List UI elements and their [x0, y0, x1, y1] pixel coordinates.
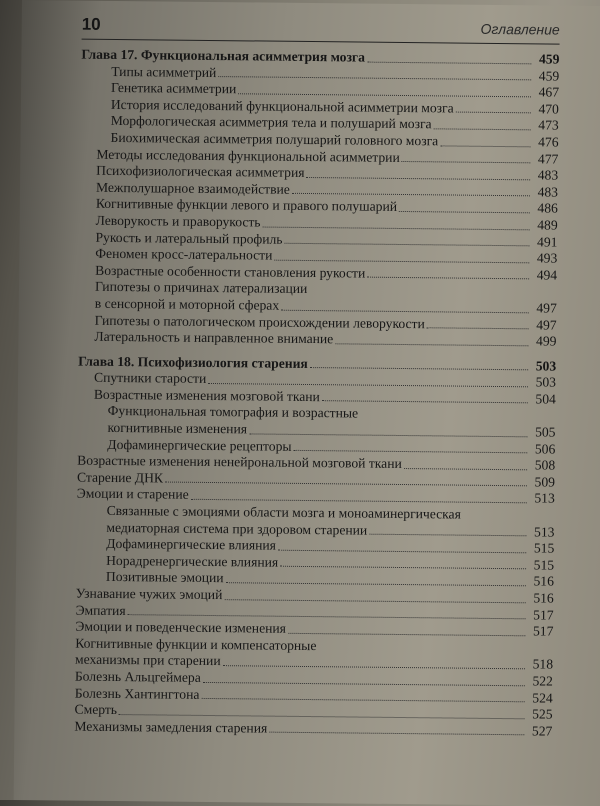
dot-leader — [249, 433, 527, 437]
toc-entry-page: 504 — [535, 391, 556, 407]
dot-leader — [399, 211, 530, 213]
dot-leader — [281, 309, 529, 313]
toc-entry-title: Морфологическая асимметрия тела и полушарий мозга — [110, 113, 432, 132]
toc-entry-page: 494 — [536, 267, 558, 283]
running-title: Оглавление — [480, 20, 560, 38]
toc-entry-page: 516 — [533, 573, 555, 590]
toc-entry-page: 483 — [537, 167, 559, 183]
dot-leader — [238, 93, 531, 97]
dot-leader — [274, 259, 529, 263]
toc-entry-page: 459 — [538, 68, 560, 84]
toc-entry-page: 486 — [537, 200, 558, 216]
dot-leader — [367, 61, 531, 64]
chapter-title: Глава 18. Психофизиология старения — [78, 353, 308, 371]
toc-entry-title: Норадренергические влияния — [106, 552, 279, 570]
chapter-page: 503 — [535, 358, 557, 374]
toc-entry-title: Психофизиологическая асимметрия — [96, 162, 305, 181]
dot-leader — [285, 243, 530, 247]
chapter-title: Глава 17. Функциональная асимметрия мозга — [81, 46, 366, 65]
toc-entry-title: Генетика асимметрии — [111, 80, 237, 97]
toc-entry-line: Когнитивные функции и компенсаторные — [75, 635, 317, 653]
toc-entry-page: 505 — [535, 424, 556, 440]
table-of-contents — [74, 47, 559, 740]
toc-entry-title: Биохимическая асимметрия полушарий головного мозга — [110, 129, 439, 149]
toc-entry-title: Эмоции и старение — [76, 486, 189, 503]
toc-entry-title: Гипотезы о патологическом происхождении леворукости — [94, 312, 425, 331]
dot-leader — [434, 128, 531, 130]
dot-leader — [280, 566, 526, 570]
toc-entry-page: 518 — [532, 656, 554, 672]
dot-leader — [402, 161, 531, 163]
page-number: 10 — [81, 14, 101, 34]
toc-entry-page: 497 — [536, 300, 557, 316]
dot-leader — [335, 343, 528, 346]
dot-leader — [369, 534, 526, 537]
toc-entry-page: 477 — [537, 150, 559, 167]
toc-entry-page: 513 — [533, 524, 555, 540]
toc-entry-title: Болезнь Альцгеймера — [74, 668, 201, 685]
toc-entry-page: 513 — [534, 490, 555, 507]
toc-entry-title: Типы асимметрий — [111, 63, 217, 80]
dot-leader — [203, 681, 525, 685]
toc-entry-title: Дофаминергические рецепторы — [107, 436, 292, 454]
dot-leader — [226, 582, 526, 586]
toc-entry-line: Гипотезы о причинах латерализации — [94, 279, 308, 297]
page-header — [82, 15, 560, 45]
dot-leader — [367, 277, 529, 280]
chapter-page: 459 — [538, 51, 560, 67]
toc-entry-page: 489 — [537, 217, 558, 233]
book-page — [14, 0, 600, 806]
toc-entry-title: Когнитивные функции левого и правого полушарий — [95, 196, 398, 215]
toc-entry-page: 503 — [535, 374, 557, 390]
toc-entry-page: 527 — [531, 723, 553, 739]
toc-entry-title: Механизмы замедления старения — [74, 718, 268, 736]
dot-leader — [292, 193, 530, 196]
dot-leader — [201, 698, 524, 702]
toc-entry-title: Старение ДНК — [76, 469, 164, 486]
toc-entry-title: Болезнь Хантингтона — [74, 685, 200, 702]
toc-entry-line: Связанные с эмоциями области мозга и моноаминергическая — [106, 502, 461, 522]
toc-entry-page: 467 — [538, 84, 560, 100]
dot-leader — [427, 327, 529, 329]
toc-entry-title: Латеральность и направленное внимание — [94, 328, 334, 347]
toc-entry-title: Леворукость и праворукость — [95, 212, 261, 230]
toc-entry-page: 506 — [534, 441, 556, 457]
dot-leader — [306, 177, 530, 180]
toc-entry-page: 493 — [536, 250, 558, 266]
toc-entry-title: в сенсорной и моторной сферах — [94, 295, 280, 313]
toc-entry-title: История исследований функциональной асимметрии мозга — [110, 96, 454, 116]
dot-leader — [223, 665, 525, 669]
toc-entry-title: Дофаминергические влияния — [106, 536, 277, 553]
toc-entry-title: механизмы при старении — [75, 651, 221, 669]
toc-entry-page: 522 — [532, 673, 553, 689]
dot-leader — [262, 226, 529, 230]
dot-leader — [128, 614, 526, 619]
toc-entry-title: Межполушарное взаимодействие — [95, 179, 290, 197]
toc-entry-title: Возрастные изменения ненейрональной мозговой ткани — [77, 452, 402, 472]
toc-entry-title: Методы исследования функциональной асимметрии — [96, 146, 400, 165]
dot-leader — [208, 383, 528, 387]
dot-leader — [218, 76, 531, 80]
dot-leader — [456, 112, 531, 114]
dot-leader — [288, 633, 525, 636]
toc-entry-page: 473 — [538, 117, 559, 134]
toc-entry-title: Рукость и латеральный профиль — [95, 229, 283, 247]
toc-entry-page: 517 — [533, 606, 554, 623]
toc-entry-title: Возрастные изменения мозговой ткани — [93, 386, 320, 405]
dot-leader — [224, 599, 525, 603]
toc-entry-title: Спутники старости — [93, 370, 207, 387]
dot-leader — [293, 450, 527, 453]
dot-leader — [440, 145, 530, 147]
dot-leader — [322, 401, 528, 404]
dot-leader — [191, 499, 527, 504]
toc-entry-page: 516 — [533, 590, 554, 606]
toc-entry-title: Феномен кросс-латеральности — [95, 245, 273, 263]
toc-entry-page: 525 — [532, 706, 553, 722]
toc-entry-page: 524 — [532, 689, 553, 706]
toc-entry-title: медиаторная система при здоровом старении — [106, 519, 368, 538]
toc-entry-page: 491 — [537, 233, 558, 250]
toc-entry-title: Эмоции и поведенческие изменения — [75, 618, 287, 636]
toc-entry-page: 509 — [534, 474, 556, 490]
toc-entry-page: 476 — [538, 134, 559, 150]
toc-entry-page: 515 — [533, 557, 555, 573]
toc-entry-page: 515 — [533, 540, 555, 556]
toc-entry-page: 470 — [538, 101, 559, 117]
toc-entry-page: 499 — [535, 333, 557, 349]
dot-leader — [404, 468, 527, 470]
toc-entry-page: 497 — [536, 316, 557, 333]
dot-leader — [165, 482, 527, 487]
dot-leader — [278, 550, 526, 554]
toc-entry-title: Позитивные эмоции — [105, 569, 224, 586]
toc-entry-title: когнитивные изменения — [107, 419, 248, 437]
dot-leader — [310, 367, 528, 370]
toc-entry-page: 483 — [537, 184, 559, 200]
toc-entry-title: Смерть — [74, 701, 118, 718]
toc-entry-title: Узнавание чужих эмоций — [75, 585, 223, 603]
toc-entry-line: Функциональная томография и возрастные — [107, 403, 359, 422]
toc-entry-page: 517 — [532, 623, 554, 639]
toc-entry-page: 508 — [534, 457, 556, 473]
toc-entry-title: Возрастные особенности становления рукости — [95, 262, 366, 281]
dot-leader — [119, 714, 525, 719]
dot-leader — [269, 732, 524, 736]
toc-entry-title: Эмпатия — [75, 602, 126, 618]
